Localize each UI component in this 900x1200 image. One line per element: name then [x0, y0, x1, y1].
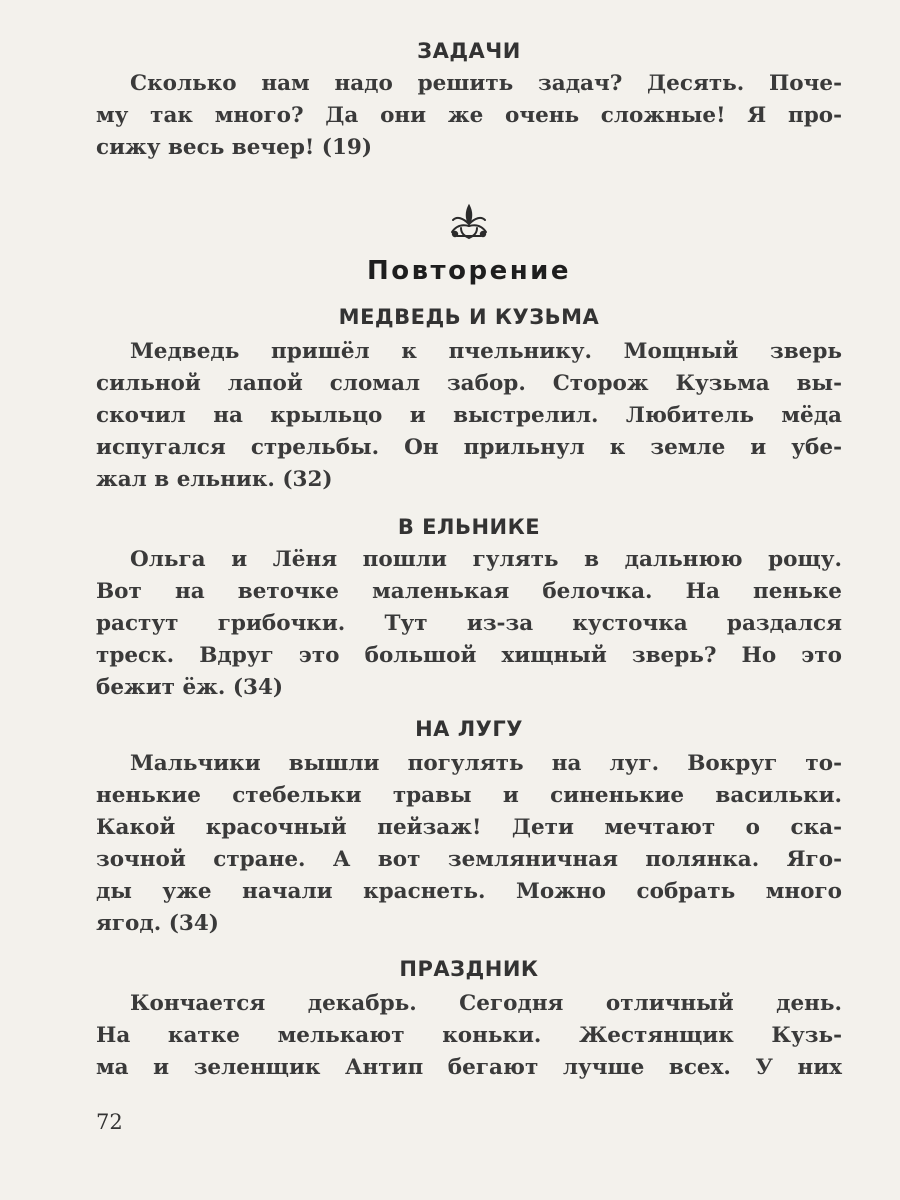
text-line: На катке мелькают коньки. Жестянщик Кузь-: [96, 1023, 842, 1048]
text-line: растут грибочки. Тут из-за кусточка раздался: [96, 611, 842, 636]
story-text: [96, 988, 842, 1084]
story-title: МЕДВЕДЬ И КУЗЬМА: [338, 305, 600, 329]
story-zadachi: [96, 36, 842, 164]
section-heading: Повторение: [366, 256, 572, 286]
story-text: [96, 336, 842, 496]
text-line: треск. Вдруг это большой хищный зверь? Но это: [96, 643, 842, 668]
story-v-elnike: [96, 512, 842, 704]
text-line: Мальчики вышли погулять на луг. Вокруг то-: [130, 751, 842, 776]
text-line: зочной стране. А вот земляничная полянка. Яго-: [96, 847, 842, 872]
story-title: НА ЛУГУ: [415, 717, 523, 741]
page-number: 72: [96, 1110, 123, 1134]
story-text: [96, 544, 842, 704]
story-text: [96, 748, 842, 940]
text-line: му так много? Да они же очень сложные! Я про-: [96, 103, 842, 128]
story-title: ПРАЗДНИК: [399, 957, 539, 981]
text-line: Медведь пришёл к пчельнику. Мощный зверь: [130, 339, 842, 364]
fleuron-icon-graphic: [447, 202, 491, 242]
story-title: ЗАДАЧИ: [417, 39, 521, 63]
fleuron-icon: [96, 202, 842, 242]
text-line: ненькие стебельки травы и синенькие васильки.: [96, 783, 842, 808]
story-prazdnik: [96, 954, 842, 1084]
text-line: Вот на веточке маленькая белочка. На пеньке: [96, 579, 842, 604]
text-line: испугался стрельбы. Он прильнул к земле и убе-: [96, 435, 842, 460]
story-title: В ЕЛЬНИКЕ: [397, 515, 541, 539]
text-line: Ольга и Лёня пошли гулять в дальнюю рощу.: [130, 547, 842, 572]
story-medved: [96, 302, 842, 496]
text-line: скочил на крыльцо и выстрелил. Любитель мёда: [96, 403, 842, 428]
text-line: ягод. (34): [96, 911, 219, 936]
text-line: ма и зеленщик Антип бегают лучше всех. У них: [96, 1055, 842, 1080]
text-line: жал в ельник. (32): [96, 467, 333, 492]
book-page: [96, 36, 842, 1176]
story-na-lugu: [96, 714, 842, 940]
text-line: сижу весь вечер! (19): [96, 135, 373, 160]
text-line: Какой красочный пейзаж! Дети мечтают о ска-: [96, 815, 842, 840]
text-line: Кончается декабрь. Сегодня отличный день.: [130, 991, 842, 1016]
text-line: Сколько нам надо решить задач? Десять. Поче-: [130, 71, 842, 96]
text-line: бежит ёж. (34): [96, 675, 284, 700]
text-line: сильной лапой сломал забор. Сторож Кузьма вы-: [96, 371, 842, 396]
story-text: [96, 68, 842, 164]
text-line: ды уже начали краснеть. Можно собрать много: [96, 879, 842, 904]
